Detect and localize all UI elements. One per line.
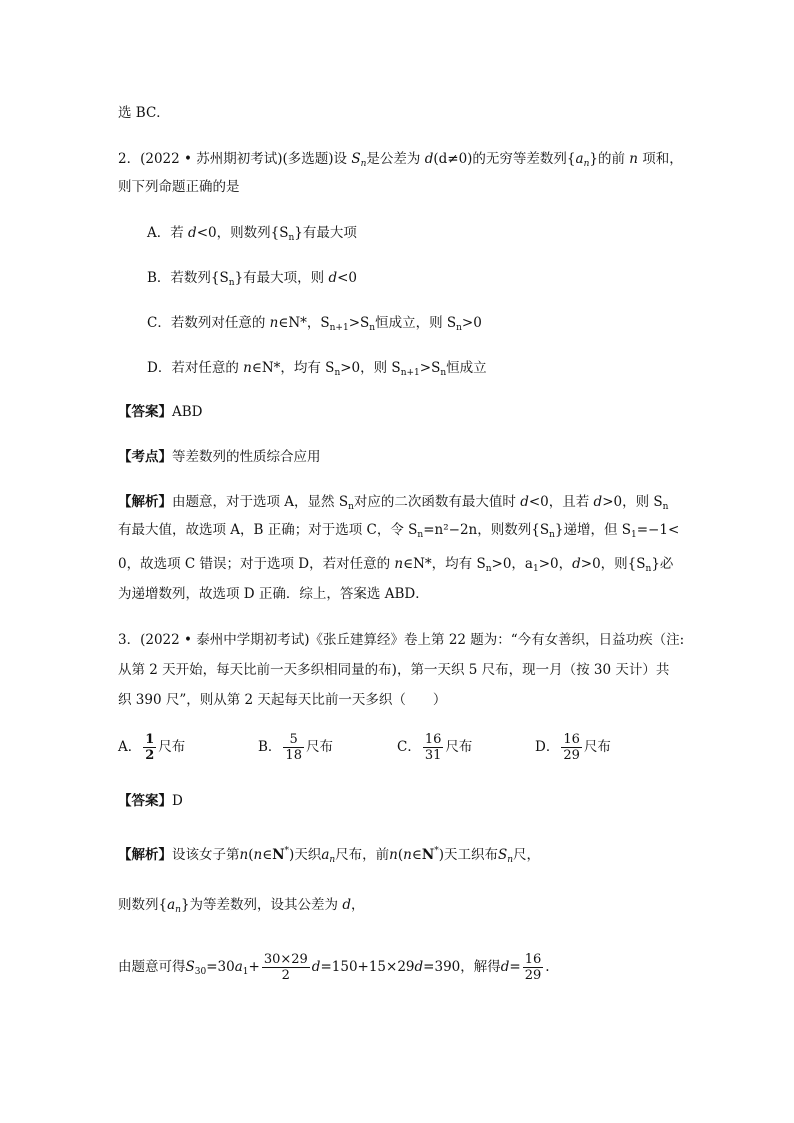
question-2-line-1: 2．(2022 • 苏州期初考试)(多选题)设 $S_n$是公差为 d(d≠0)的无穷等差数列$\{a_n\}$的前 n 项和， [118,151,683,169]
question-2-line-2: 则下列命题正确的是 [118,179,240,195]
prev-answer-line: 选 BC． [118,105,170,121]
explanation-2-line-3: 0，故选项 C 错误；对于选项 D，若对任意的 n∈N*，均有 $S_n>0$，$a_1>0$，d>0，则$\{S_n\}$必 [118,556,674,574]
question-3-line-1: 3．(2022 • 泰州中学期初考试)《张丘建算经》卷上第 22 题为：“今有女善织，日益功疾（注: [118,632,685,648]
answer-3: 【答案】D [118,793,183,809]
explanation-2-line-2: 有最大值，故选项 A，B 正确；对于选项 C，令 $S_n=n^2-2n$，则数列$\{S_n\}$递增，但 $S_1=-1<$ [118,522,680,540]
fraction: $\frac{16}{29}$ [563,732,580,763]
option-b: B．若数列$\{S_n\}$有最大项，则 d<0 [147,270,358,288]
fraction: $\frac{16}{29}$ [524,952,542,983]
explanation-3-line-2: 则数列$\{a_n\}$为等差数列，设其公差为 d， [118,897,365,915]
fraction: $\frac{30\times 29}{2}$ [263,952,308,983]
choice-d: D． $\frac{16}{29}$ 尺布 [535,732,611,763]
explanation-2-line-1: 【解析】由题意，对于选项 A，显然 $S_n$对应的二次函数有最大值时 d<0，且若 d>0，则 $S_n$ [118,494,669,512]
explanation-3-line-1: 【解析】设该女子第n(n∈N*)天织$a_n$尺布，前n(n∈N*)天工织布$S_n$尺， [118,846,541,865]
option-c: C．若数列对任意的 n∈N*，$S_{n+1}>S_n$恒成立，则 $S_n>0$ [147,315,482,333]
fraction: $\frac{5}{18}$ [285,732,302,763]
fraction: $\frac{16}{31}$ [424,732,442,763]
choice-c: C． $\frac{16}{31}$ 尺布 [397,732,473,763]
explanation-3-line-3: 由题意可得$S_{30}=30a_1+$ $\frac{30\times 29}{2}$ d=150+15×29d=390，解得d= $\frac{16}{29}$ . [118,952,550,983]
question-3-line-2: 从第 2 天开始，每天比前一天多织相同量的布)，第一天织 5 尺布，现一月（按 30 天计）共 [118,662,670,678]
choice-b: B． $\frac{5}{18}$ 尺布 [258,732,333,763]
fraction: $\frac{1}{2}$ [145,732,155,763]
question-3-line-3: 织 390 尺”，则从第 2 天起每天比前一天多织（ ） [118,692,447,708]
answer-2: 【答案】ABD [118,404,203,420]
choice-a: A． $\frac{1}{2}$ 尺布 [118,732,186,763]
option-d: D．若对任意的 n∈N*，均有 $S_n>0$，则 $S_{n+1}>S_n$恒成立 [147,360,487,378]
option-a: A．若 d<0，则数列$\{S_n\}$有最大项 [147,225,357,243]
key-point-2: 【考点】等差数列的性质综合应用 [118,449,321,465]
explanation-2-line-4: 为递增数列，故选项 D 正确．综上，答案选 ABD． [118,586,429,602]
